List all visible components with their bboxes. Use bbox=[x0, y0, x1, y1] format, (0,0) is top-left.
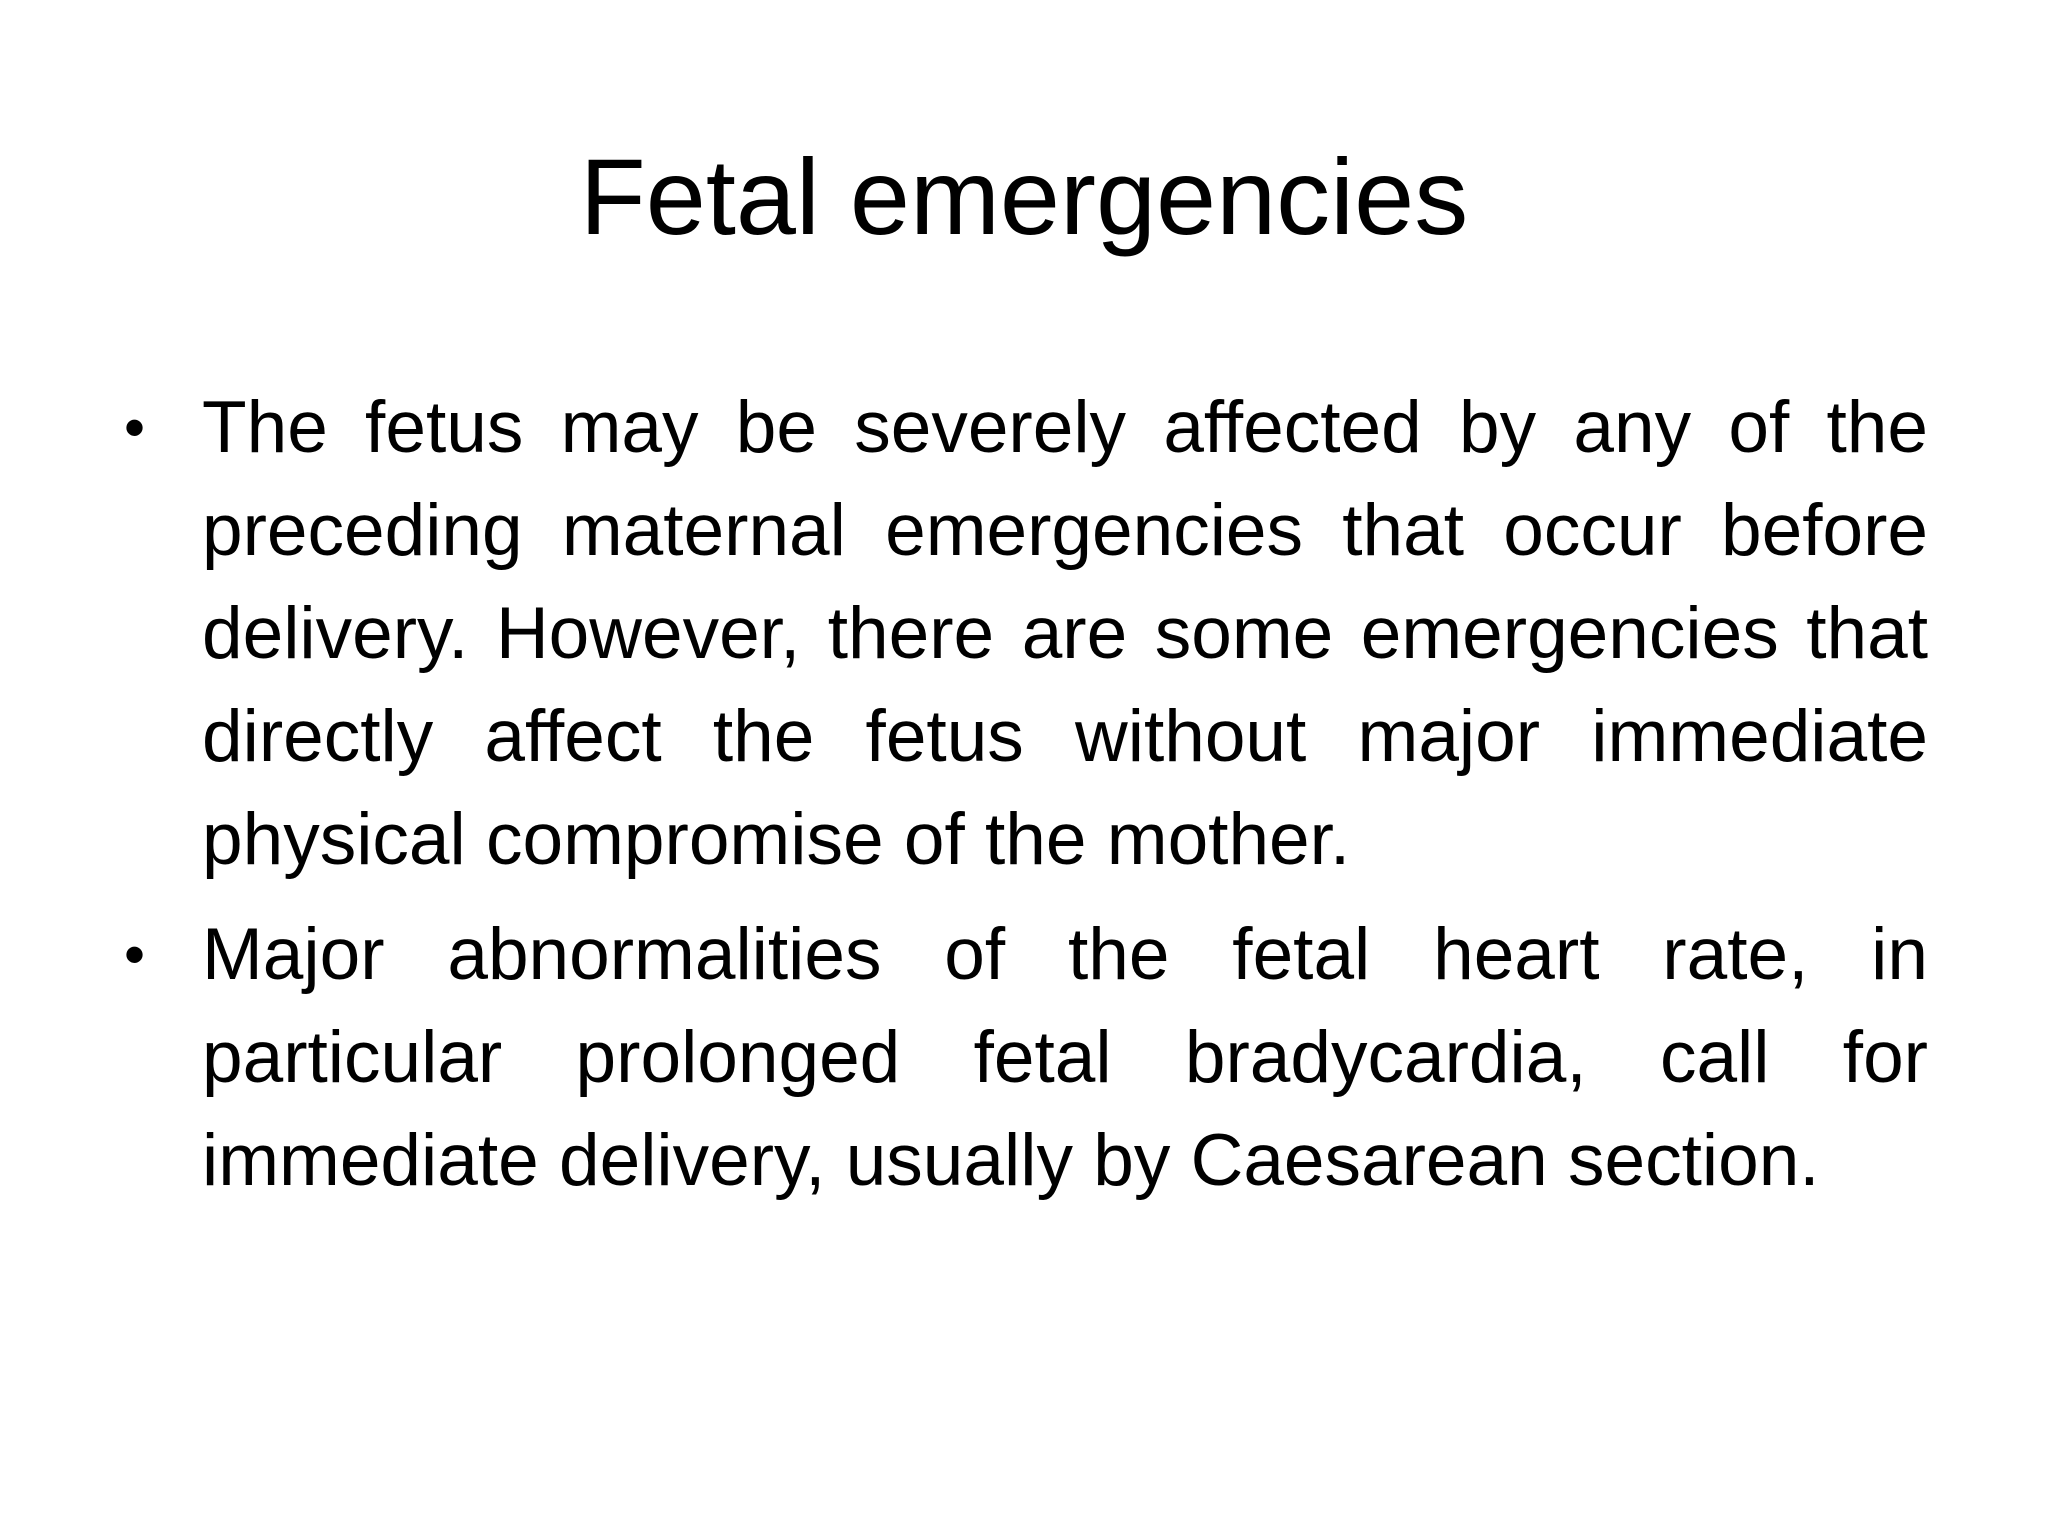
bullet-text: Major abnormalities of the fetal heart rate, in particular prolonged fetal bradycardia, call for immediate delivery, usually by Caesarean section. bbox=[202, 914, 1928, 1201]
slide-title: Fetal emergencies bbox=[579, 136, 1469, 257]
bullet-list bbox=[118, 376, 1928, 1224]
bullet-text: The fetus may be severely affected by any of the preceding maternal emergencies that occur before delivery. However, there are some emergencies that directly affect the fetus without major immediate physical compromise of the mother. bbox=[202, 387, 1928, 880]
bullet-dot: • bbox=[124, 394, 146, 461]
bullet-item bbox=[118, 376, 1928, 891]
bullet-item bbox=[118, 903, 1928, 1212]
bullet-dot: • bbox=[124, 921, 146, 988]
